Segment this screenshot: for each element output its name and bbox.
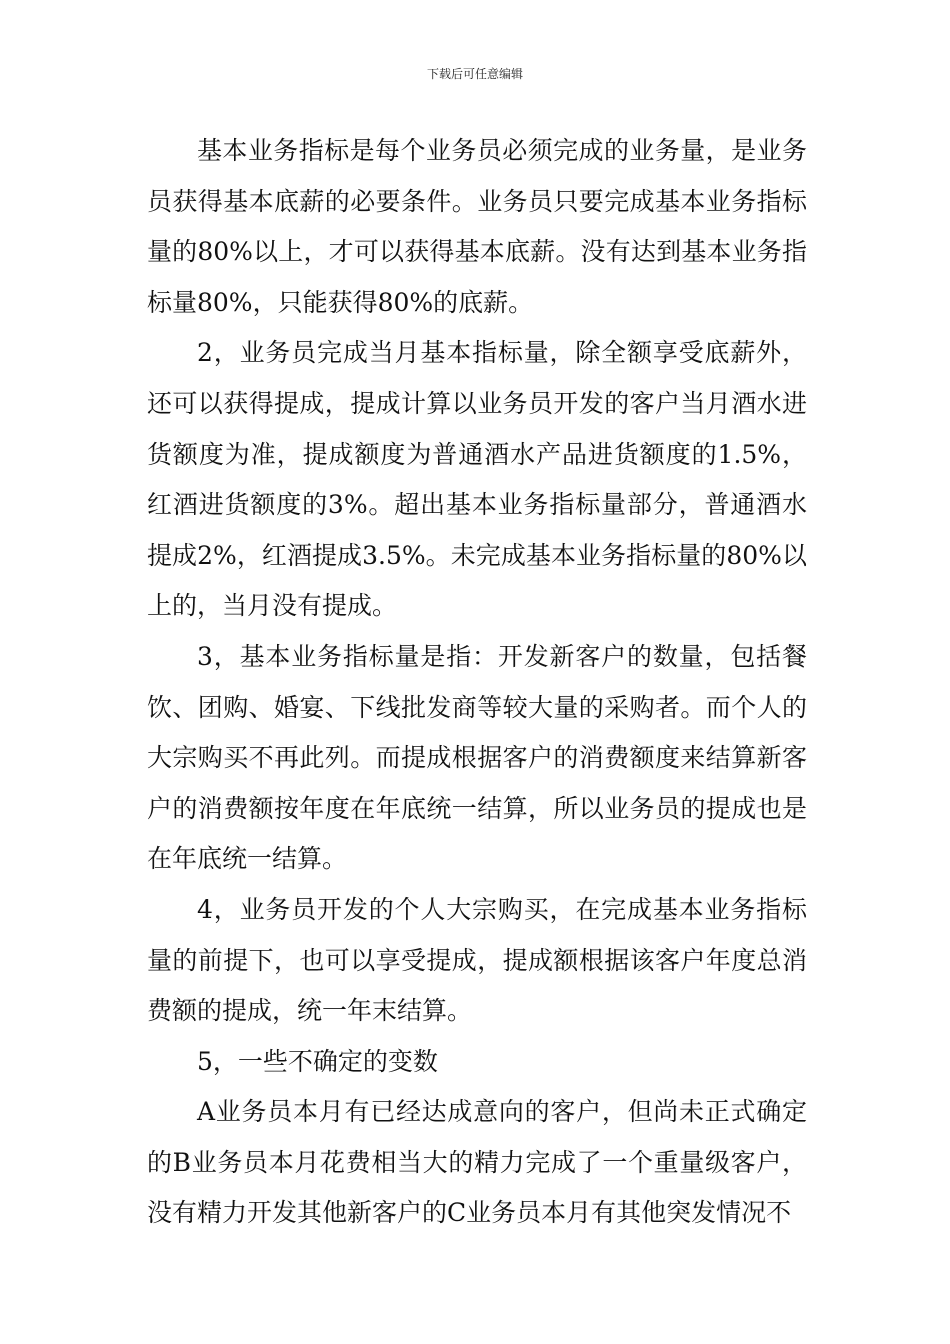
paragraph-item-5: 5，一些不确定的变数 bbox=[197, 1046, 438, 1076]
paragraph-item-4: 4，业务员开发的个人大宗购买，在完成基本业务指标量的前提下，也可以享受提成，提成额根据该客户年度总消费额的提成，统一年末结算。 bbox=[147, 894, 807, 1026]
paragraph-basic-indicator: 基本业务指标是每个业务员必须完成的业务量，是业务员获得基本底薪的必要条件。业务员只要完成基本业务指标量的80%以上，才可以获得基本底薪。没有达到基本业务指标量80%，只能获得80%的底薪。 bbox=[147, 136, 807, 317]
page-header: 下载后可任意编辑 bbox=[426, 67, 523, 81]
paragraph-item-2: 2，业务员完成当月基本指标量，除全额享受底薪外，还可以获得提成，提成计算以业务员开发的客户当月酒水进货额度为准，提成额度为普通酒水产品进货额度的1.5%，红酒进货额度的3%。超出基本业务指标量部分，普通酒水提成2%，红酒提成3.5%。未完成基本业务指标量的80%以上的，当月没有提成。 bbox=[147, 338, 807, 621]
document-body bbox=[147, 126, 807, 1239]
paragraph-item-3: 3，基本业务指标量是指：开发新客户的数量，包括餐饮、团购、婚宴、下线批发商等较大量的采购者。而个人的大宗购买不再此列。而提成根据客户的消费额度来结算新客户的消费额按年度在年底统一结算，所以业务员的提成也是在年底统一结算。 bbox=[147, 641, 807, 874]
paragraph-variables: A业务员本月有已经达成意向的客户，但尚未正式确定的B业务员本月花费相当大的精力完成了一个重量级客户，没有精力开发其他新客户的C业务员本月有其他突发情况不 bbox=[147, 1097, 807, 1228]
